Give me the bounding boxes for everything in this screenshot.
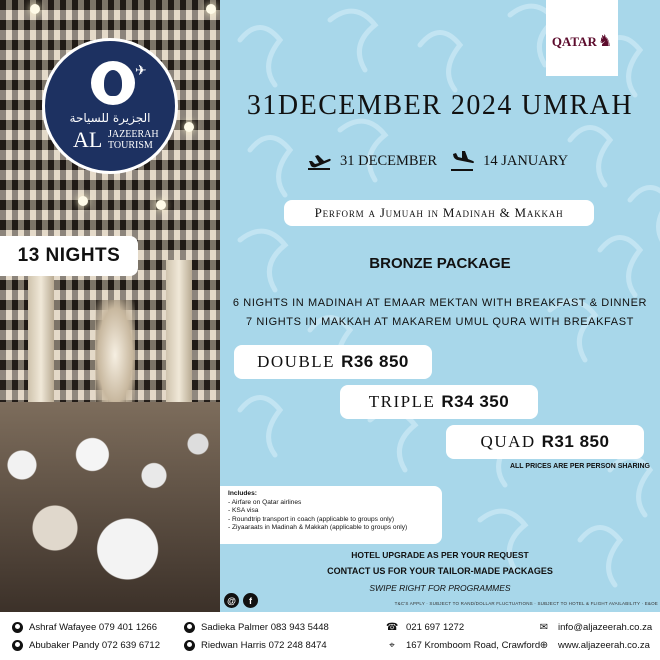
person-icon <box>184 622 195 633</box>
facebook-icon[interactable]: f <box>243 593 258 608</box>
logo-arabic-text: الجزيرة للسياحة <box>69 111 151 125</box>
person-icon <box>12 622 23 633</box>
includes-box <box>220 486 442 544</box>
phone <box>386 622 464 633</box>
pilgrim-crowd <box>0 402 220 612</box>
address <box>386 640 540 651</box>
quad-price <box>446 425 644 459</box>
phone-number[interactable]: 021 697 1272 <box>406 622 465 633</box>
makkah-stay: 7 NIGHTS IN MAKKAH AT MAKAREM UMUL QURA WITH BREAKFAST <box>246 316 634 328</box>
address-text: 167 Kromboom Road, Crawford <box>406 640 541 651</box>
phone-icon: ☎ <box>386 622 399 633</box>
logo-jazeerah-word: JAZEERAH <box>108 129 159 140</box>
footer <box>0 612 660 660</box>
logo-jazeerah-text <box>108 129 159 151</box>
corridor-light <box>95 300 135 410</box>
lamp <box>156 200 166 210</box>
social-links <box>224 593 258 608</box>
qatar-airways-logo <box>546 0 618 76</box>
triple-value: R34 350 <box>441 392 510 411</box>
double-value: R36 850 <box>341 352 409 371</box>
contact-person <box>12 640 160 651</box>
includes-item: - Ziyaaraats in Madinah & Makkah (applicable to groups only) <box>228 524 408 532</box>
quad-label: QUAD <box>480 432 536 451</box>
location-icon: ⌖ <box>389 640 395 651</box>
fine-print: T&C'S APPLY · SUBJECT TO RAND/DOLLAR FLUCTUATIONS · SUBJECT TO HOTEL & FLIGHT AVAILABILITY · E&OE <box>394 601 658 606</box>
price-note: ALL PRICES ARE PER PERSON SHARING <box>509 463 650 470</box>
lamp <box>30 4 40 14</box>
email-icon: ✉ <box>539 622 549 633</box>
contact-text[interactable]: Ashraf Wafayee 079 401 1266 <box>29 622 157 633</box>
plane-takeoff-icon <box>306 148 332 174</box>
contact-text[interactable]: Riedwan Harris 072 248 8474 <box>201 640 327 651</box>
double-price <box>234 345 432 379</box>
page-title: 31DECEMBER 2024 UMRAH <box>246 90 634 121</box>
nights-badge: 13 NIGHTS <box>0 236 138 276</box>
contact-person <box>12 622 157 633</box>
includes-item: - KSA visa <box>228 507 259 515</box>
jumuah-highlight: Perform a Jumuah in Madinah & Makkah <box>284 200 594 226</box>
oryx-icon: ♞ <box>597 30 613 50</box>
logo-mark-icon <box>91 61 135 105</box>
contact-text[interactable]: Abubaker Pandy 072 639 6712 <box>29 640 160 651</box>
al-jazeerah-logo <box>42 38 178 174</box>
includes-title: Includes: <box>228 490 257 497</box>
triple-label: TRIPLE <box>368 392 436 411</box>
globe-icon: ⊕ <box>539 640 549 651</box>
logo-tourism-word: TOURISM <box>108 140 153 151</box>
swipe-note: SWIPE RIGHT FOR PROGRAMMES <box>369 583 511 593</box>
triple-price <box>340 385 538 419</box>
includes-item: - Roundtrip transport in coach (applicable to groups only) <box>228 515 395 523</box>
double-label: DOUBLE <box>257 352 336 371</box>
departure-date: 31 DECEMBER <box>340 152 438 169</box>
person-icon <box>12 640 23 651</box>
contact-person <box>184 640 327 651</box>
logo-al-text: AL <box>73 127 103 152</box>
qatar-wordmark: QATAR <box>551 34 597 49</box>
flight-dates <box>306 146 568 176</box>
includes-item: - Airfare on Qatar airlines <box>228 498 302 506</box>
website <box>538 640 650 651</box>
plane-landing-icon <box>449 148 475 174</box>
person-icon <box>184 640 195 651</box>
instagram-icon[interactable]: @ <box>224 593 239 608</box>
contact-cta: CONTACT US FOR YOUR TAILOR-MADE PACKAGES <box>327 566 553 576</box>
madinah-stay: 6 NIGHTS IN MADINAH AT EMAAR MEKTAN WITH BREAKFAST & DINNER <box>232 297 648 309</box>
hotel-upgrade-note: HOTEL UPGRADE AS PER YOUR REQUEST <box>351 550 529 560</box>
email <box>538 622 652 633</box>
package-name: BRONZE PACKAGE <box>369 255 511 272</box>
return-date: 14 JANUARY <box>483 152 569 169</box>
lamp <box>184 122 194 132</box>
contact-text[interactable]: Sadieka Palmer 083 943 5448 <box>201 622 329 633</box>
contact-person <box>184 622 329 633</box>
quad-value: R31 850 <box>541 432 610 451</box>
website-text[interactable]: www.aljazeerah.co.za <box>558 640 650 651</box>
email-text[interactable]: info@aljazeerah.co.za <box>558 622 653 633</box>
lamp <box>78 196 88 206</box>
logo-plane-icon: ✈ <box>135 63 147 79</box>
lamp <box>206 4 216 14</box>
